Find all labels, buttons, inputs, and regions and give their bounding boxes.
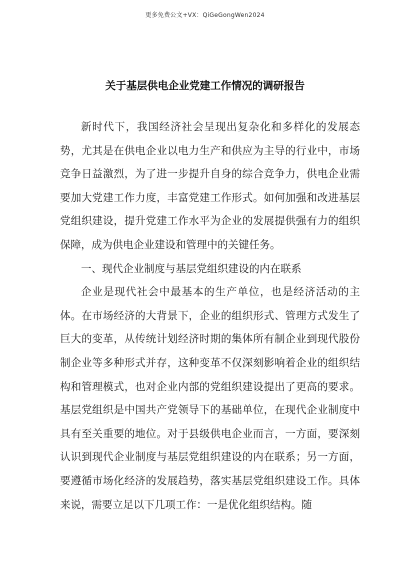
section-heading-1: 一、现代企业制度与基层党组织建设的内在联系: [81, 262, 302, 275]
paragraph-section-1: 企业是现代社会中最基本的生产单位，也是经济活动的主体。在市场经济的大背景下，企业的组织形式、管理方式发生了巨大的变革，从传统计划经济时期的集体所有制企业到现代股份制企业等多种形式并存，这种变革不仅深刻影响着企业的组织结构和管理模式，也对企业内部的党组织建设提出了更高的要求。基层党组织是中国共产党领导下的基础单位，在现代企业制度中具有至关重要的地位。对于县级供电企业而言，一方面，要深刻认识到现代企业制度与基层党组织建设的内在联系；另一方面，要遵循市场化经济的发展趋势，落实基层党组织建设工作。具体来说，需要立足以下几项工作：一是优化组织结构。随: [60, 286, 360, 511]
header-note: 更多免费公文+VX：QiGeGongWen2024: [145, 12, 265, 19]
paragraph-intro: 新时代下，我国经济社会呈现出复杂化和多样化的发展态势，尤其是在供电企业以电力生产和供应为主导的行业中，市场竞争日益激烈，为了进一步提升自身的综合竞争力，供电企业需要加大党建工作力度，丰富党建工作形式。如何加强和改进基层党组织建设，提升党建工作水平为企业的发展提供强有力的组织保障，成为供电企业建设和管理中的关键任务。: [60, 121, 360, 251]
document-title: 关于基层供电企业党建工作情况的调研报告: [105, 80, 305, 92]
document-body: [60, 116, 360, 517]
